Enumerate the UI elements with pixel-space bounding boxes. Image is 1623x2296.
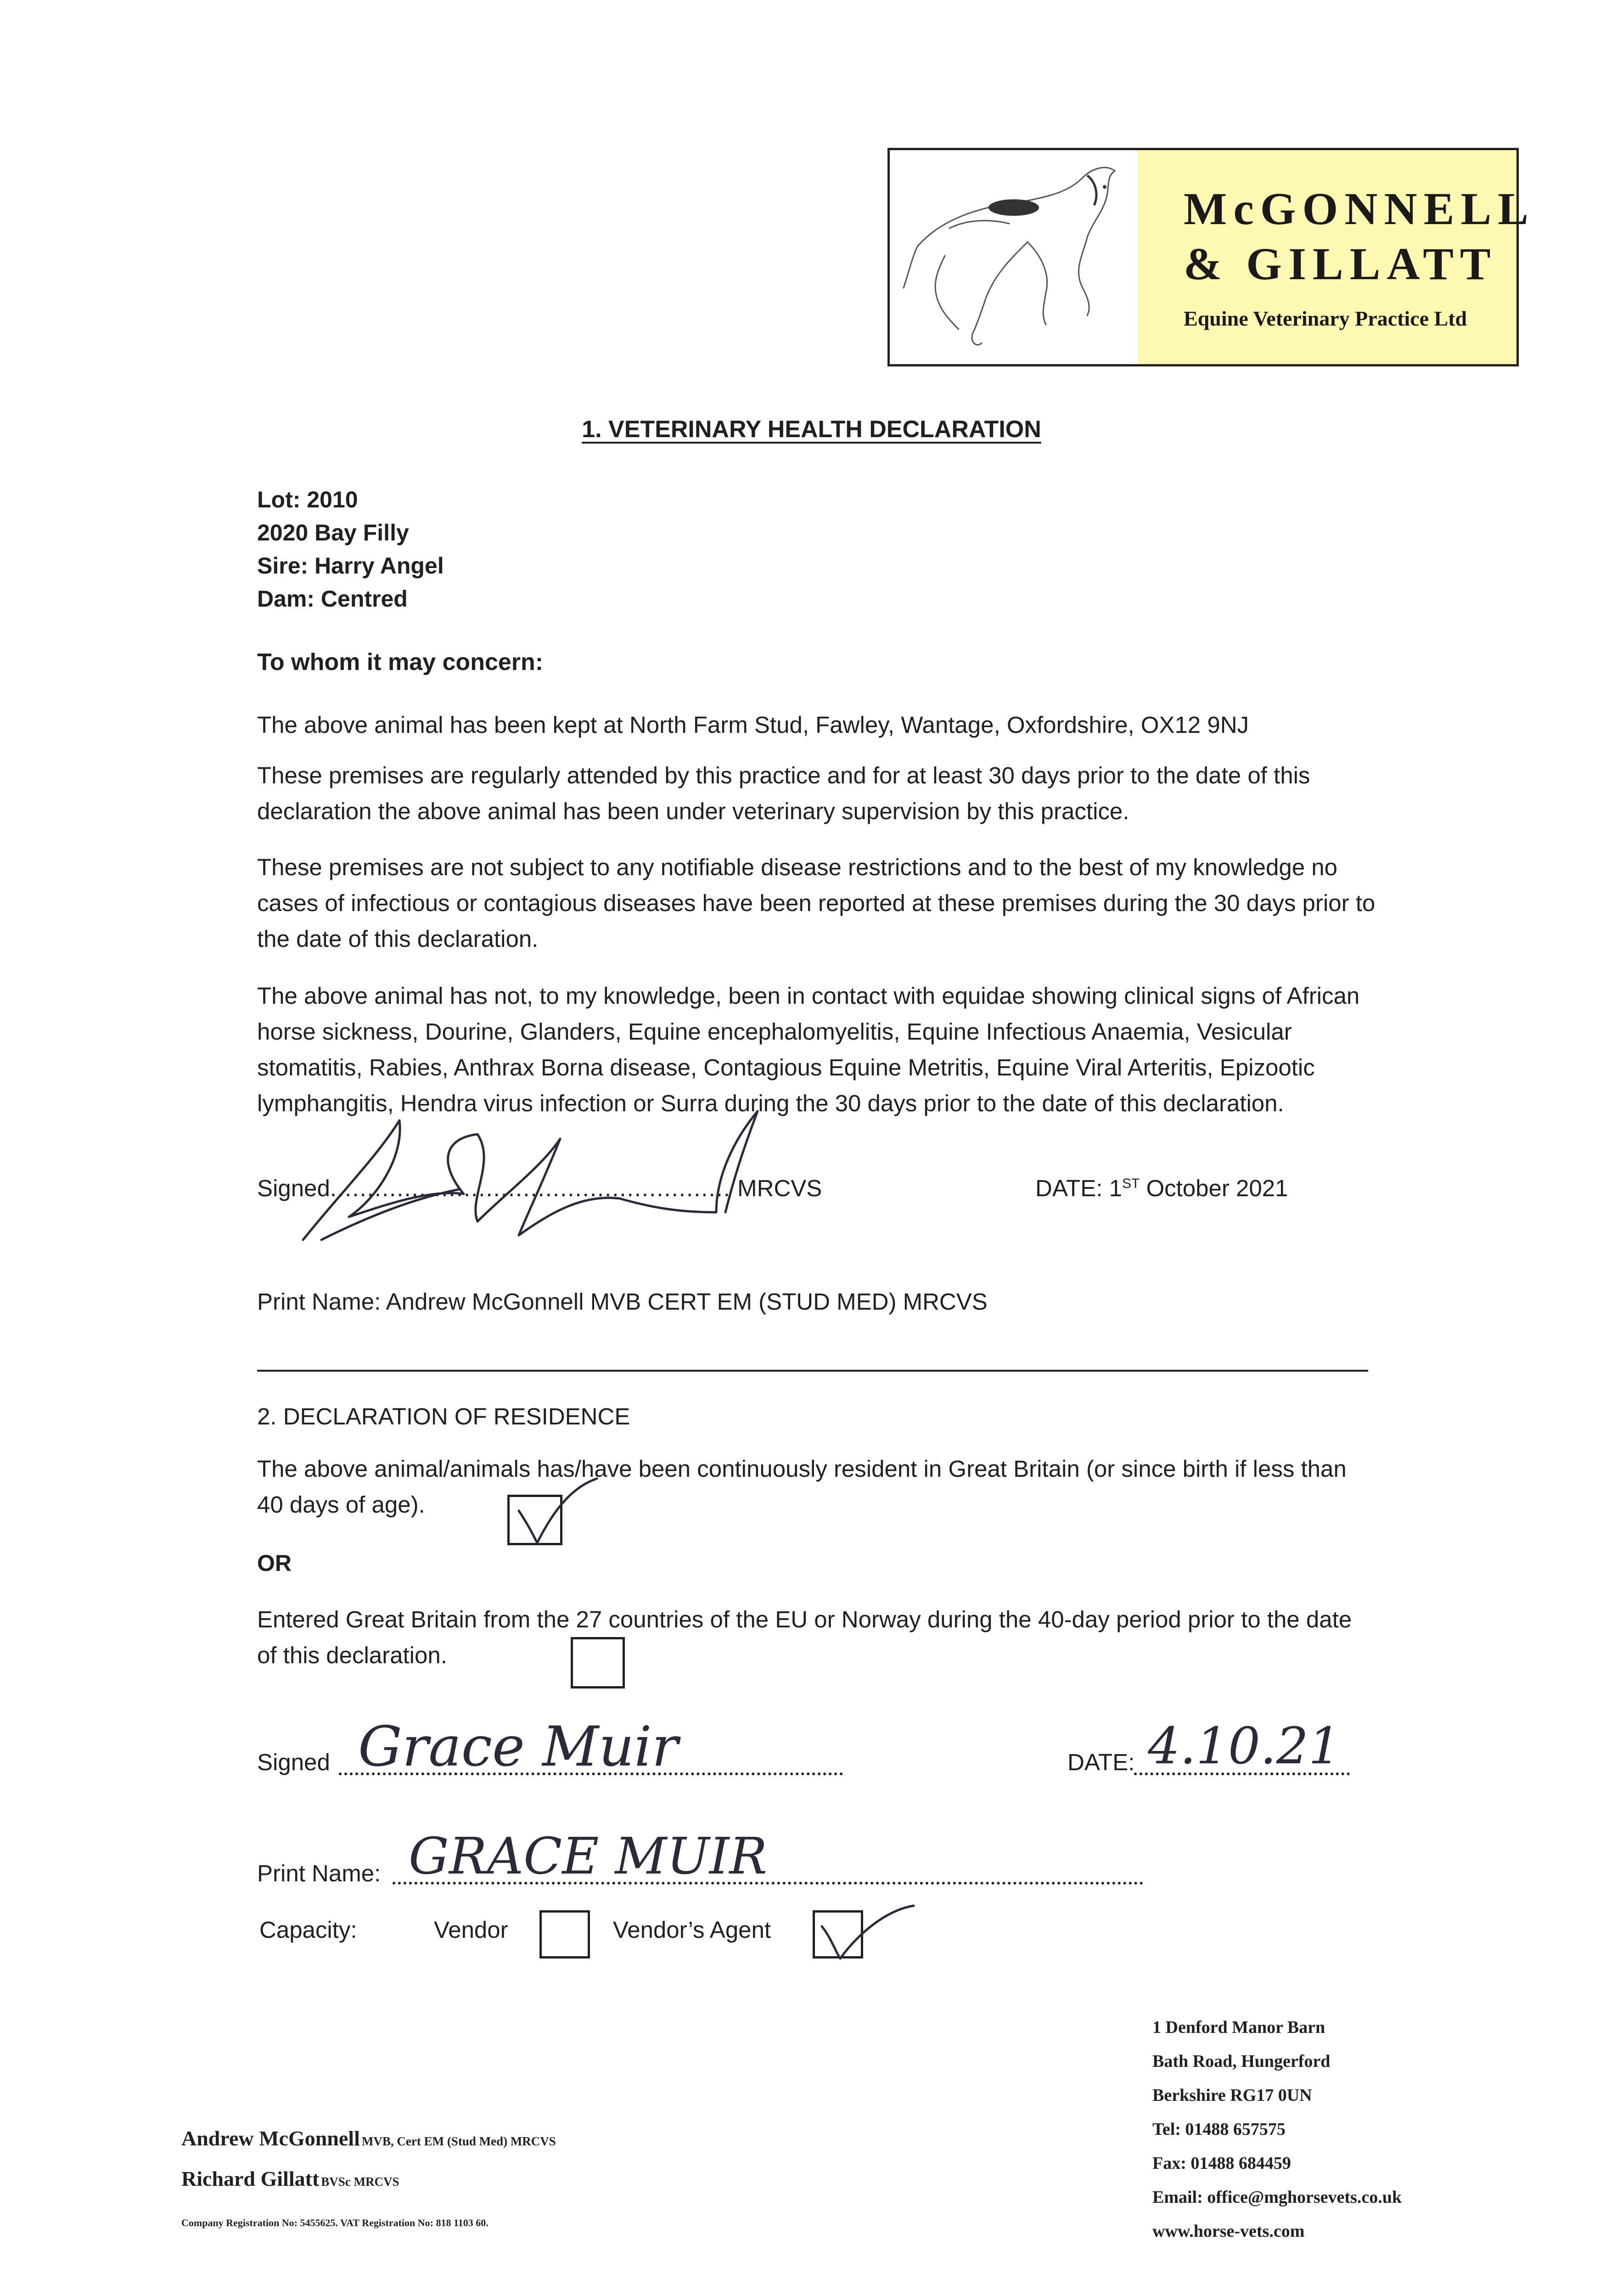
lot-number: Lot: 2010 bbox=[257, 487, 358, 512]
vendor-date-field[interactable] bbox=[1134, 1773, 1350, 1775]
horse-sketch-icon bbox=[890, 150, 1138, 364]
address-line: Berkshire RG17 0UN bbox=[1152, 2086, 1312, 2105]
vendor-checkbox[interactable] bbox=[539, 1910, 590, 1958]
vendor-signature-field[interactable] bbox=[339, 1773, 843, 1775]
vendor-signed-label: Signed bbox=[257, 1749, 330, 1775]
vet-date: DATE: 1ST October 2021 bbox=[1035, 1175, 1288, 1201]
capacity-label: Capacity: bbox=[259, 1917, 357, 1943]
paragraph-contact: The above animal has not, to my knowledge, been in contact with equidae showing clinical signs of African horse sickness, Dourine, Glanders, Equine encephalomyelitis, Equine Infectious Anaemia, Vesicular stomatitis, Rabies, Anthrax Borna disease, Contagious Equine Metritis, Equine Viral Arteritis, Epizootic lymphangitis, Hendra virus infection or Surra during the 30 days prior to the date of this declaration. bbox=[257, 983, 1360, 1116]
paragraph-premises: The above animal has been kept at North Farm Stud, Fawley, Wantage, Oxfordshire, OX12 9NJ bbox=[257, 712, 1249, 738]
residence-statement: The above animal/animals has/have been continuously resident in Great Britain (or since birth if less than 40 days of age). bbox=[257, 1456, 1347, 1518]
address-line: Bath Road, Hungerford bbox=[1152, 2052, 1331, 2071]
vendor-option-label: Vendor bbox=[434, 1917, 508, 1943]
website-link[interactable]: www.horse-vets.com bbox=[1152, 2222, 1305, 2241]
or-label: OR bbox=[257, 1550, 292, 1576]
logo-subtitle: Equine Veterinary Practice Ltd bbox=[1184, 307, 1467, 330]
vendor-date-label: DATE: bbox=[1067, 1749, 1135, 1775]
alternative-checkbox[interactable] bbox=[571, 1637, 625, 1688]
section-divider bbox=[257, 1370, 1368, 1372]
practice-address bbox=[1152, 2010, 1402, 2248]
vendor-print-name-field[interactable] bbox=[393, 1882, 1143, 1885]
vet-print-name: Print Name: Andrew McGonnell MVB CERT EM (STUD MED) MRCVS bbox=[257, 1289, 988, 1315]
email-link[interactable]: Email: office@mghorsevets.co.uk bbox=[1152, 2188, 1402, 2207]
partner-1: Andrew McGonnell MVB, Cert EM (Stud Med) MRCVS bbox=[181, 2127, 556, 2150]
agent-option-label: Vendor’s Agent bbox=[613, 1917, 771, 1943]
address-line: 1 Denford Manor Barn bbox=[1152, 2018, 1325, 2037]
residence-title: 2. DECLARATION OF RESIDENCE bbox=[257, 1403, 630, 1429]
greeting: To whom it may concern: bbox=[257, 649, 544, 675]
sire: Sire: Harry Angel bbox=[257, 553, 444, 579]
vet-signature-line bbox=[257, 1175, 822, 1202]
logo-name-line2: & GILLATT bbox=[1184, 238, 1497, 289]
logo-name-line1: McGONNELL bbox=[1184, 183, 1535, 234]
agent-checkbox[interactable] bbox=[813, 1910, 863, 1958]
vet-suffix: MRCVS bbox=[737, 1175, 822, 1201]
paragraph-supervision: These premises are regularly attended by this practice and for at least 30 days prior to the date of this declaration the above animal has been under veterinary supervision by this practice. bbox=[257, 762, 1310, 824]
phone: Tel: 01488 657575 bbox=[1152, 2120, 1286, 2139]
partner-2: Richard Gillatt BVSc MRCVS bbox=[181, 2167, 399, 2190]
vendor-print-name-label: Print Name: bbox=[257, 1860, 381, 1886]
vet-signature-dots: ...................................................... bbox=[330, 1175, 731, 1201]
residence-checkbox[interactable] bbox=[507, 1495, 562, 1545]
vet-signed-label: Signed bbox=[257, 1175, 330, 1201]
vendor-print-name-handwriting: GRACE MUIR bbox=[409, 1827, 768, 1885]
company-logo bbox=[887, 148, 1535, 366]
animal-description: 2020 Bay Filly bbox=[257, 520, 409, 546]
paragraph-restrictions: These premises are not subject to any notifiable disease restrictions and to the best of my knowledge no cases of infectious or contagious diseases have been reported at these premises during the 30 days prior to the date of this declaration. bbox=[257, 854, 1376, 952]
vendor-date-handwriting: 4.10.21 bbox=[1148, 1716, 1341, 1775]
document-heading: 1. VETERINARY HEALTH DECLARATION bbox=[582, 416, 1041, 443]
dam: Dam: Centred bbox=[257, 586, 408, 612]
animal-details bbox=[257, 483, 444, 615]
fax: Fax: 01488 684459 bbox=[1152, 2154, 1291, 2173]
residence-alternative: Entered Great Britain from the 27 countries of the EU or Norway during the 40-day period prior to the date of this declaration. bbox=[257, 1606, 1352, 1668]
registration-info: Company Registration No: 5455625. VAT Registration No: 818 1103 60. bbox=[181, 2217, 489, 2228]
vendor-signature-handwriting: Grace Muir bbox=[358, 1715, 679, 1779]
